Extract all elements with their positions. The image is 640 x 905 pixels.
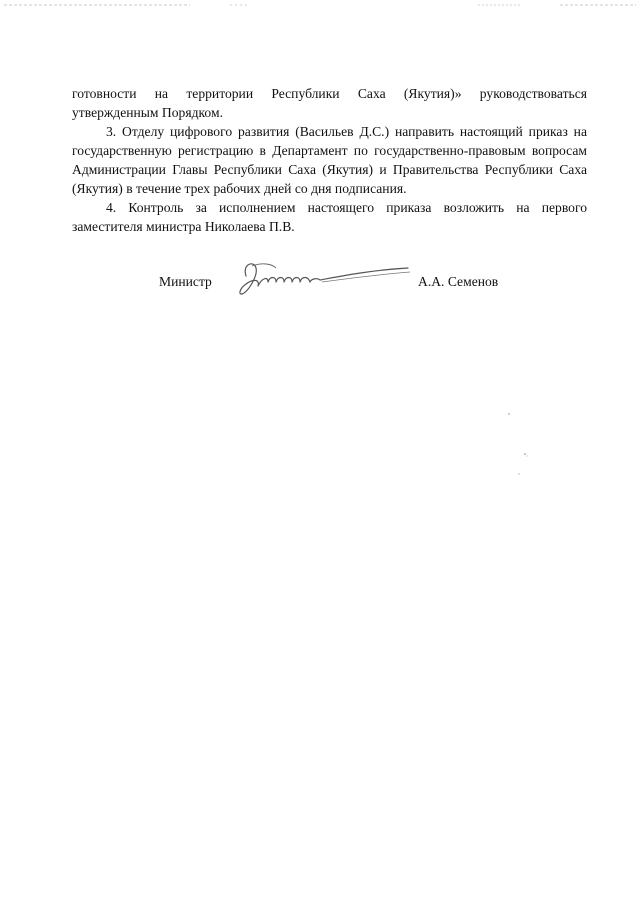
signature-block [0,258,640,298]
signatory-name: А.А. Семенов [418,274,499,289]
paragraph-continuation: готовности на территории Республики Саха (Якутия)» руководствоваться утвержденным Порядком. [72,86,587,120]
document-body [72,84,587,236]
paragraph-item-3: 3. Отделу цифрового развития (Васильев Д.С.) направить настоящий приказ на государственную регистрацию в Департамент по государственно-правовым вопросам Администрации Главы Республики Саха (Якутия) и Правительства Республики Саха (Якутия) в течение трех рабочих дней со дня подписания. [72,124,587,196]
scan-specks [505,410,535,490]
signatory-title: Министр [159,274,212,289]
scan-edge-marks [0,3,640,7]
paragraph-item-4: 4. Контроль за исполнением настоящего приказа возложить на первого заместителя министра Николаева П.В. [72,200,587,234]
handwritten-signature [232,258,412,298]
